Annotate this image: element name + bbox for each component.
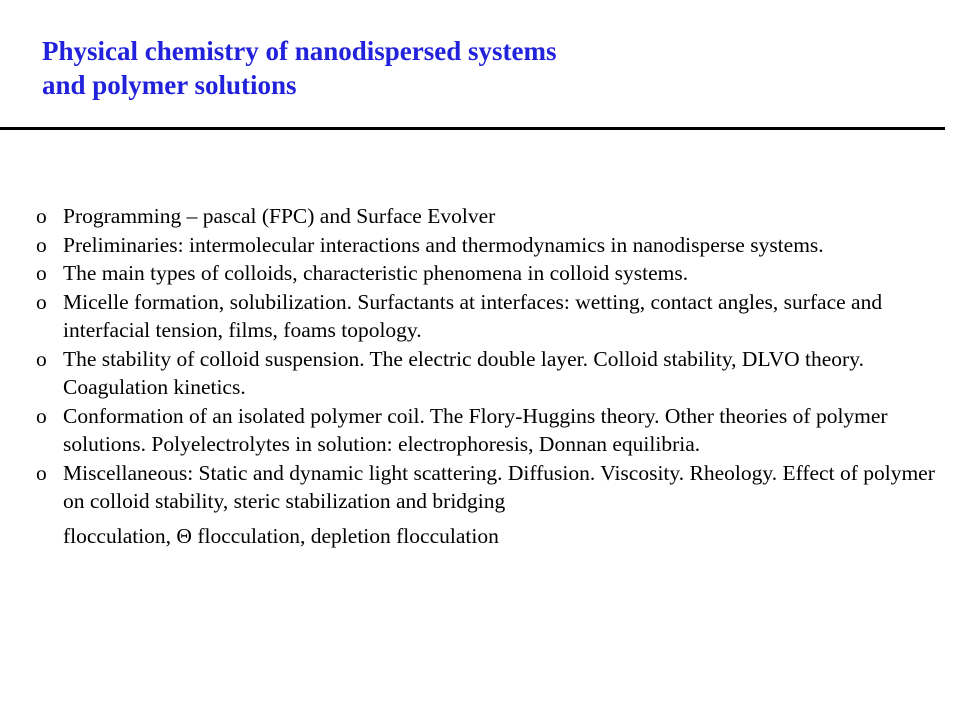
list-item-text: Conformation of an isolated polymer coil. The Flory-Huggins theory. Other theories of polymer solutions. Polyelectrolytes in solution: electrophoresis, Donnan equilibria.	[63, 403, 888, 456]
list-item-colloid-types	[36, 259, 936, 288]
list-item-miscellaneous	[36, 459, 936, 551]
list-item-micelle-formation	[36, 288, 936, 345]
list-item-text: Micelle formation, solubilization. Surfactants at interfaces: wetting, contact angles, surface and interfacial tension, films, foams topology.	[63, 289, 883, 342]
bullet-marker: o	[36, 204, 47, 228]
list-item-text: The stability of colloid suspension. The electric double layer. Colloid stability, DLVO theory. Coagulation kinetics.	[63, 346, 864, 399]
title-line-2: and polymer solutions	[42, 70, 297, 100]
list-item-text: Programming – pascal (FPC) and Surface Evolver	[63, 204, 496, 228]
list-item-text: The main types of colloids, characteristic phenomena in colloid systems.	[63, 261, 689, 285]
bullet-marker: o	[36, 403, 47, 428]
list-item-text-main: Miscellaneous: Static and dynamic light scattering. Diffusion. Viscosity. Rheology. Effect of polymer on colloid stability, steric stabilization and bridging	[63, 460, 935, 513]
list-item-text	[63, 459, 936, 551]
list-item-colloid-stability	[36, 345, 936, 402]
list-item-programming	[36, 202, 936, 231]
list-item-text: Preliminaries: intermolecular interactions and thermodynamics in nanodisperse systems.	[63, 232, 824, 257]
bullet-marker: o	[36, 460, 47, 485]
topic-list	[36, 202, 936, 550]
list-item-preliminaries	[36, 231, 936, 260]
title-line-1: Physical chemistry of nanodispersed systems	[42, 36, 557, 66]
bullet-marker: o	[36, 232, 47, 257]
title-divider	[0, 127, 945, 130]
bullet-marker: o	[36, 261, 47, 285]
bullet-marker: o	[36, 346, 47, 371]
list-item-text-continuation: flocculation, Θ flocculation, depletion flocculation	[63, 523, 499, 548]
slide-title	[42, 34, 557, 102]
list-item-polymer-coil	[36, 402, 936, 459]
bullet-marker: o	[36, 289, 47, 314]
